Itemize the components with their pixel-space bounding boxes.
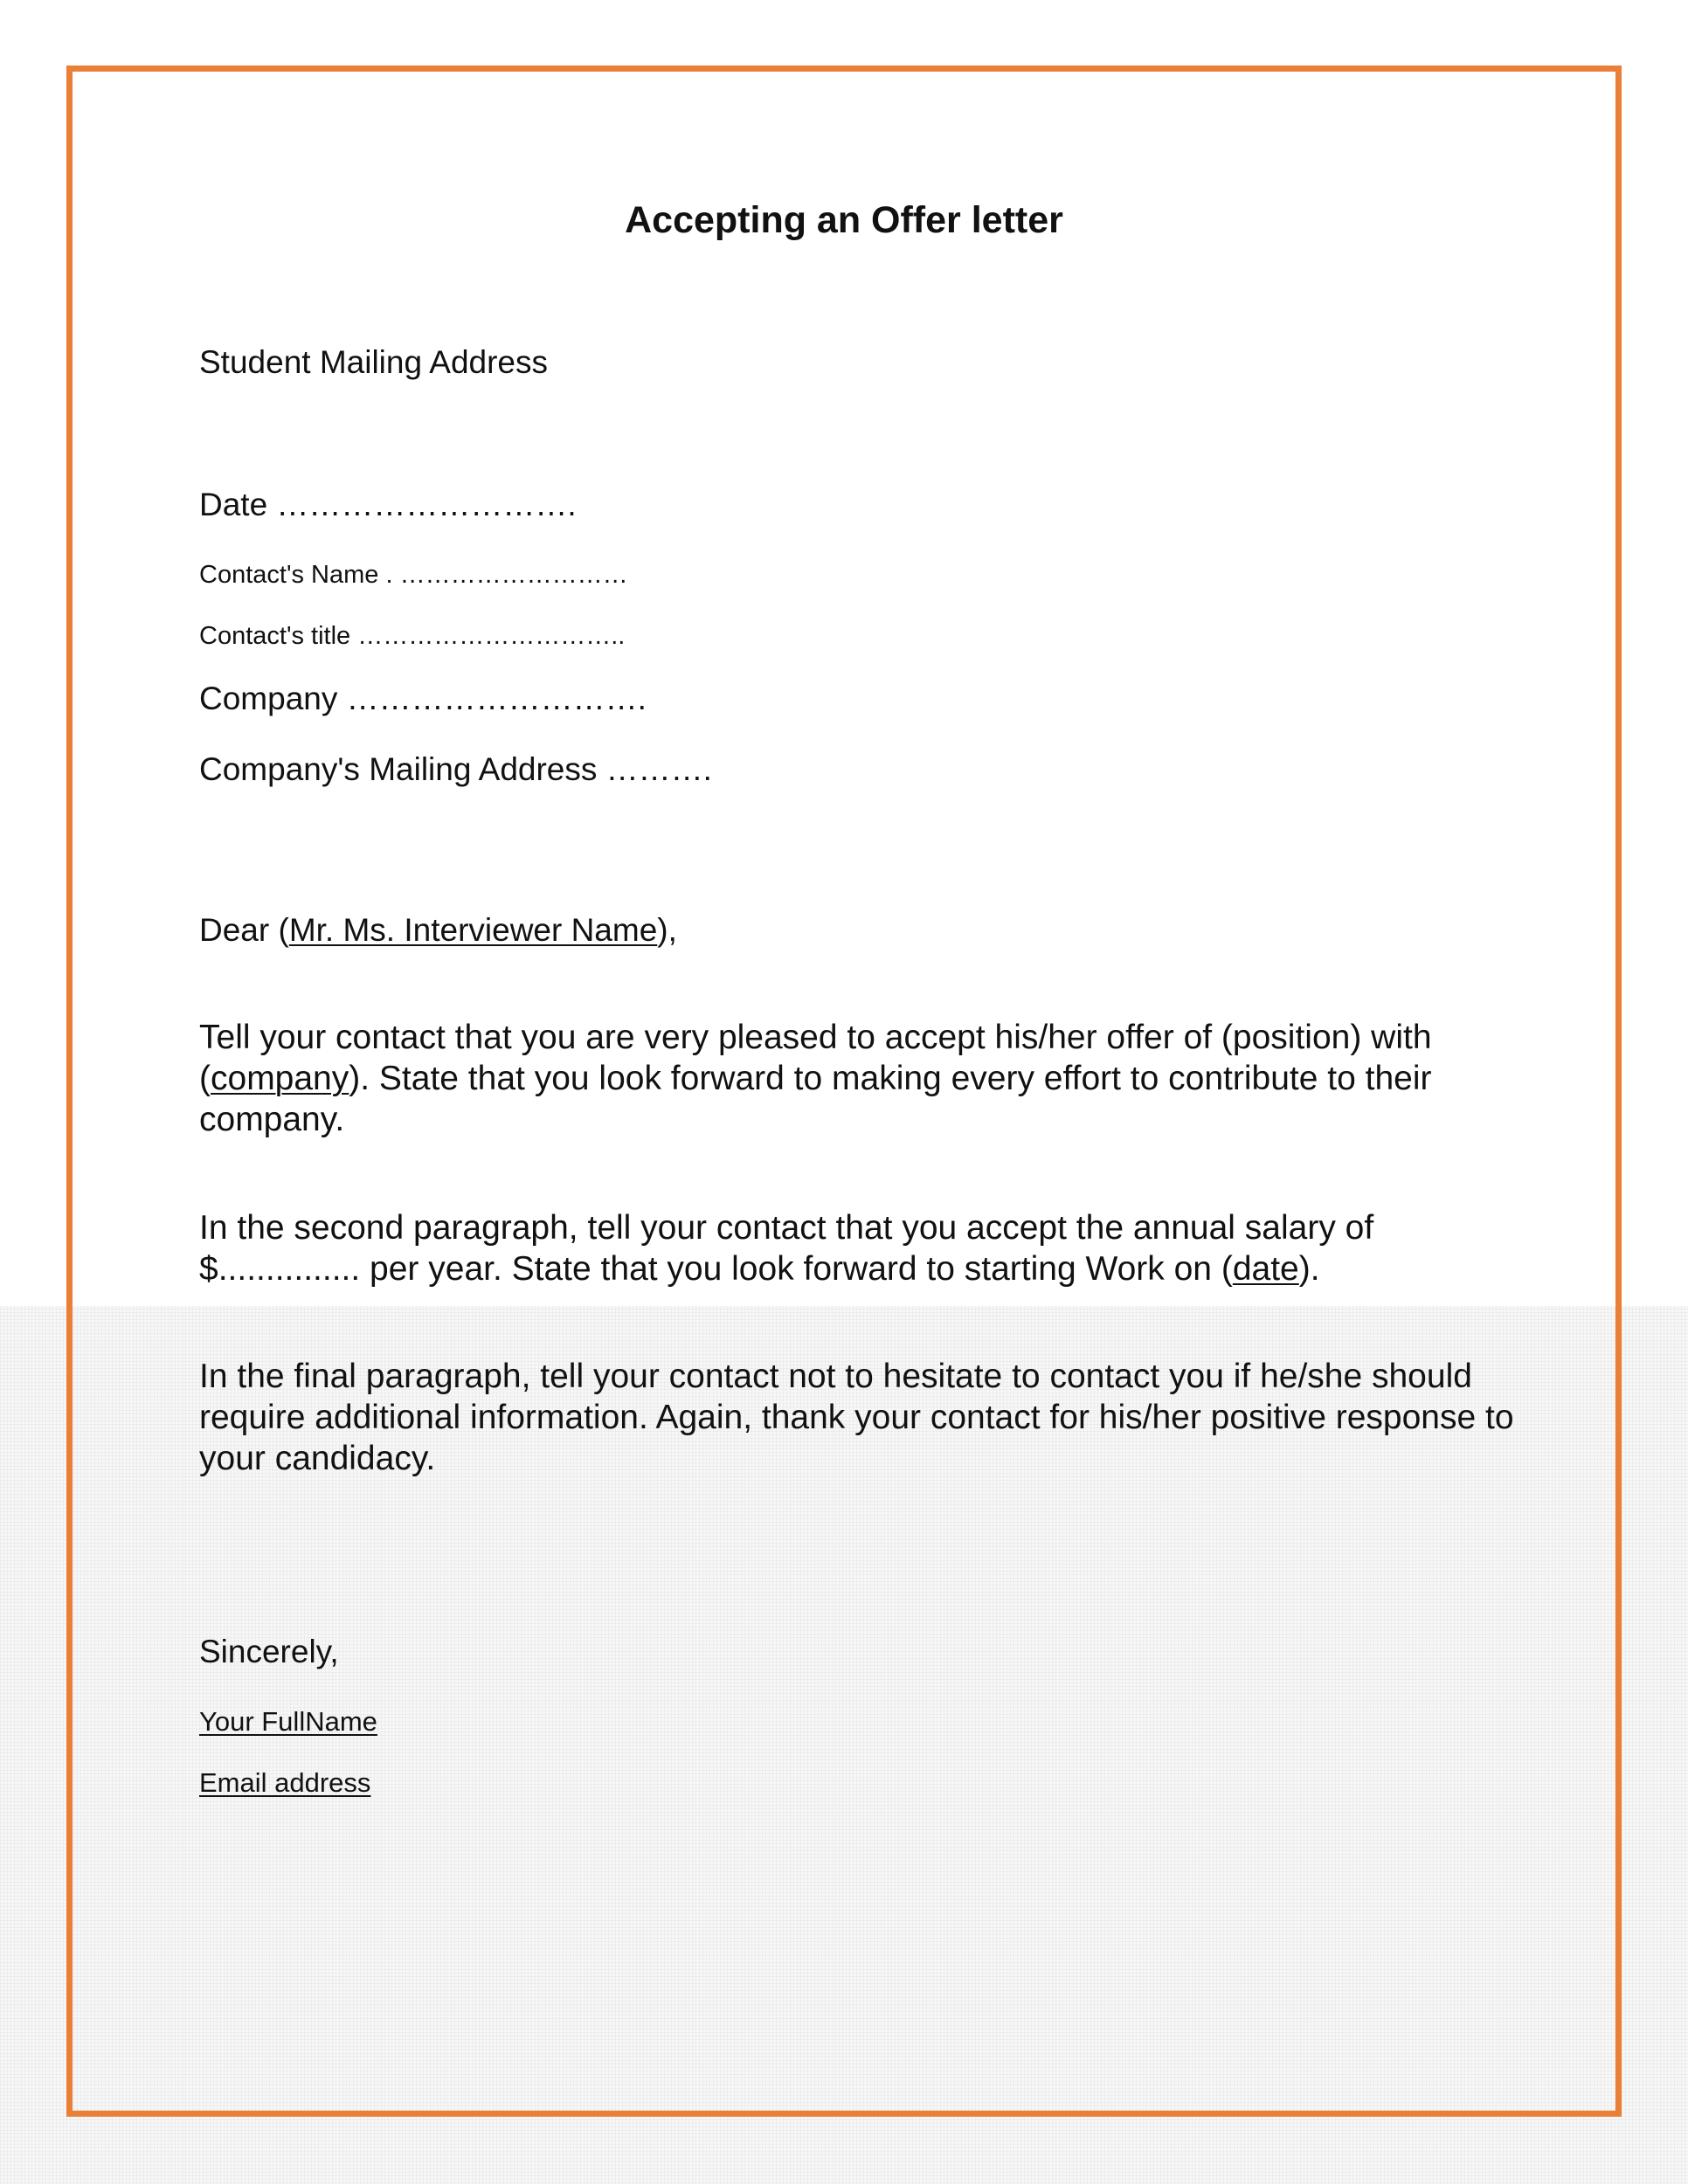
paragraph-closing-thanks: In the final paragraph, tell your contact not to hesitate to contact you if he/she should require additional information. Again, thank your contact for his/her positive response to your candidacy.: [199, 1358, 1514, 1477]
interviewer-name: Mr. Ms. Interviewer Name: [288, 912, 658, 948]
closing-sincerely: Sincerely,: [199, 1634, 339, 1669]
company-placeholder: company: [211, 1060, 349, 1097]
company-line: Company ……………………….: [199, 681, 647, 716]
paragraph-acceptance: [199, 1017, 1527, 1140]
paragraph-salary: [199, 1207, 1527, 1289]
full-name-line: Your FullName: [199, 1706, 377, 1737]
salutation: [199, 912, 677, 949]
letter-title: Accepting an Offer letter: [625, 199, 1063, 241]
contact-name-line: Contact's Name . ………………………: [199, 561, 628, 589]
paragraph-salary-part1: In the second paragraph, tell your contact that you accept the annual salary of $............... per year. State that you look forward to starting Work on (: [199, 1209, 1374, 1288]
contact-title-line: Contact's title …………………………..: [199, 622, 626, 650]
email-address-line: Email address: [199, 1767, 371, 1798]
paragraph-acceptance-part2: ). State that you look forward to making every effort to contribute to their company.: [199, 1060, 1432, 1138]
salutation-suffix: ),: [657, 912, 677, 948]
date-line: Date ……………………….: [199, 487, 577, 522]
date-placeholder: date: [1232, 1250, 1299, 1288]
salutation-prefix: Dear (: [199, 912, 289, 948]
paragraph-salary-part2: ).: [1298, 1250, 1320, 1288]
paragraph-acceptance-part1: Tell your contact that you are very pleased to accept his/her offer of (position) with (: [199, 1019, 1432, 1097]
company-mailing-address-line: Company's Mailing Address ……….: [199, 751, 712, 787]
student-mailing-address: Student Mailing Address: [199, 344, 549, 380]
